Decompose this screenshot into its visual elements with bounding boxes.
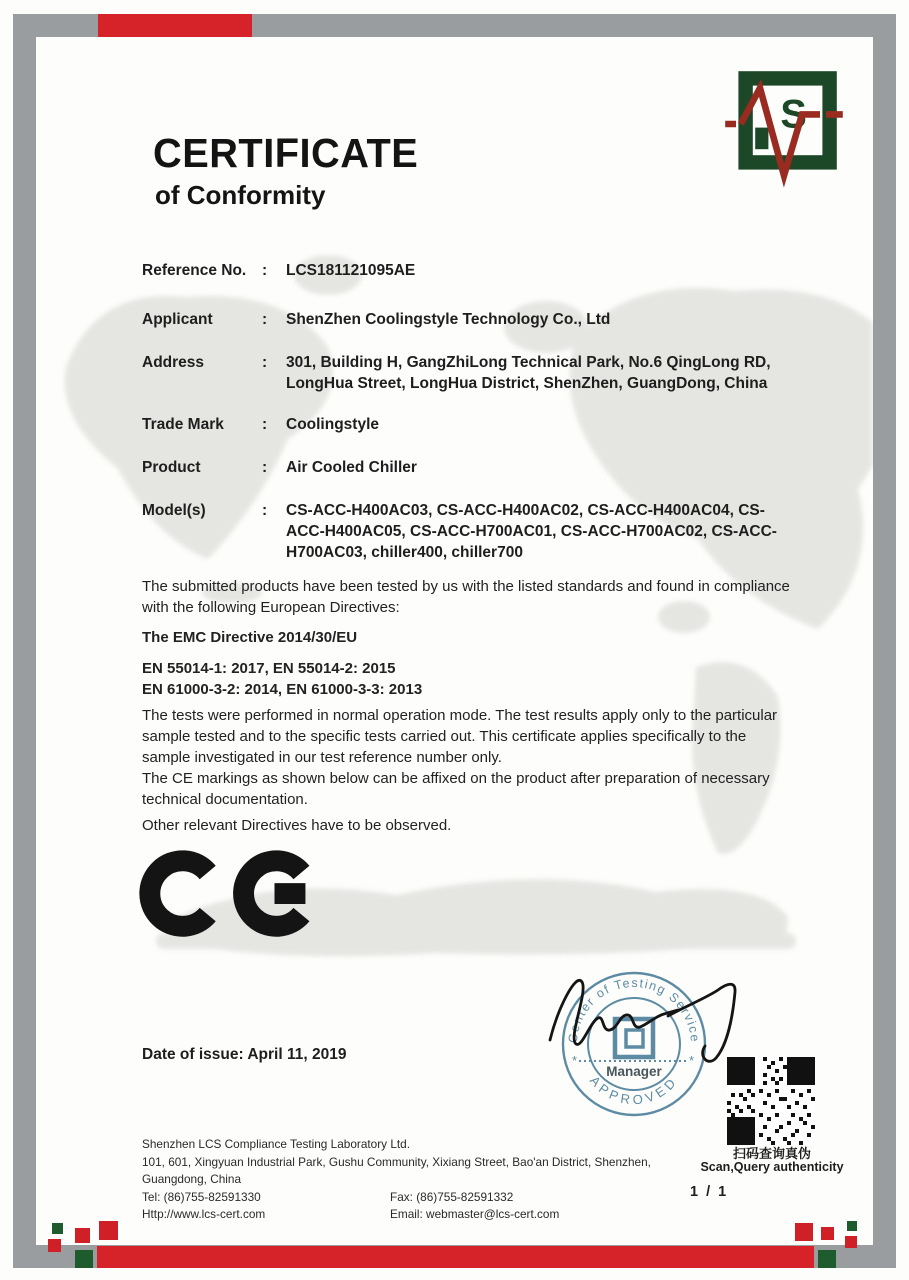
standards-line-1: EN 55014-1: 2017, EN 55014-2: 2015 [142, 660, 396, 677]
ce-mark-icon [138, 846, 320, 942]
paragraph-other-note: Other relevant Directives have to be observed. [142, 817, 452, 834]
field-row-models [142, 500, 787, 563]
standards-line-2: EN 61000-3-2: 2014, EN 61000-3-3: 2013 [142, 681, 423, 698]
field-row-reference [142, 260, 787, 281]
field-label: Applicant [142, 311, 213, 328]
page-number: 1 / 1 [690, 1184, 729, 1200]
field-value: ShenZhen Coolingstyle Technology Co., Ltd [286, 311, 611, 328]
footer-address-line2: Guangdong, China [142, 1172, 242, 1186]
field-value: CS-ACC-H400AC03, CS-ACC-H400AC02, CS-ACC-H400AC04, CS-ACC-H400AC05, CS-ACC-H700AC01, CS-ACC-H700AC02, CS-ACC-H700AC03, chiller400, chiller700 [286, 502, 777, 561]
field-separator: : [262, 459, 268, 476]
stamp-arc-bottom-text: APPROVED [587, 1072, 682, 1108]
footer-email: Email: webmaster@lcs-cert.com [390, 1207, 560, 1221]
logo-letter: S [780, 92, 807, 137]
qr-caption-zh: 扫码查询真伪 [732, 1146, 811, 1161]
field-value: LCS181121095AE [286, 262, 416, 279]
field-separator: : [262, 416, 268, 433]
manager-signature [528, 952, 748, 1092]
qr-caption-en: Scan,Query authenticity [700, 1160, 844, 1174]
field-value: 301, Building H, GangZhiLong Technical Park, No.6 QingLong RD, LongHua Street, LongHua District, ShenZhen, GuangDong, China [286, 354, 771, 392]
field-value: Air Cooled Chiller [286, 459, 417, 476]
stamp-star-right: * [689, 1053, 695, 1068]
field-value: Coolingstyle [286, 416, 380, 433]
paragraph-tests-note: The tests were performed in normal operation mode. The test results apply only to the particular sample tested and to the specific tests carried out. This certificate applies specifically to the sample investigated in our test reference number only. [142, 707, 778, 766]
field-row-address [142, 352, 787, 394]
issue-date: Date of issue: April 11, 2019 [142, 1046, 347, 1063]
field-label: Product [142, 459, 201, 476]
paragraph-directive: The EMC Directive 2014/30/EU [142, 629, 358, 646]
field-separator: : [262, 354, 268, 371]
field-label: Reference No. [142, 262, 247, 279]
field-label: Address [142, 354, 205, 371]
stamp-arc-top-text: Center of Testing Service [565, 975, 703, 1044]
footer-fax: Fax: (86)755-82591332 [390, 1189, 514, 1204]
qr-code [727, 1057, 815, 1145]
stamp-star-left: * [572, 1053, 578, 1068]
footer-tel: Tel: (86)755-82591330 [142, 1189, 261, 1204]
footer-address-line1: 101, 601, Xingyuan Industrial Park, Gushu Community, Xixiang Street, Bao'an District, Shenzhen, [142, 1154, 651, 1169]
field-separator: : [262, 311, 268, 328]
field-separator: : [262, 502, 268, 519]
footer-company: Shenzhen LCS Compliance Testing Laboratory Ltd. [142, 1137, 410, 1151]
paragraph-ce-note: The CE markings as shown below can be affixed on the product after preparation of necessary technical documentation. [142, 770, 770, 808]
paragraph-intro: The submitted products have been tested by us with the listed standards and found in compliance with the following European Directives: [142, 578, 790, 616]
footer-web: Http://www.lcs-cert.com [142, 1207, 266, 1221]
field-label: Trade Mark [142, 416, 224, 433]
footer-block [142, 1136, 702, 1224]
field-row-product [142, 457, 787, 478]
field-separator: : [262, 262, 268, 279]
lcs-logo [723, 70, 845, 190]
certificate-subtitle: of Conformity [155, 180, 326, 210]
field-row-trademark [142, 414, 787, 435]
field-row-applicant [142, 309, 787, 330]
certificate-title: CERTIFICATE [153, 130, 419, 176]
field-label: Model(s) [142, 502, 206, 519]
stamp-role-text: Manager [606, 1064, 662, 1079]
